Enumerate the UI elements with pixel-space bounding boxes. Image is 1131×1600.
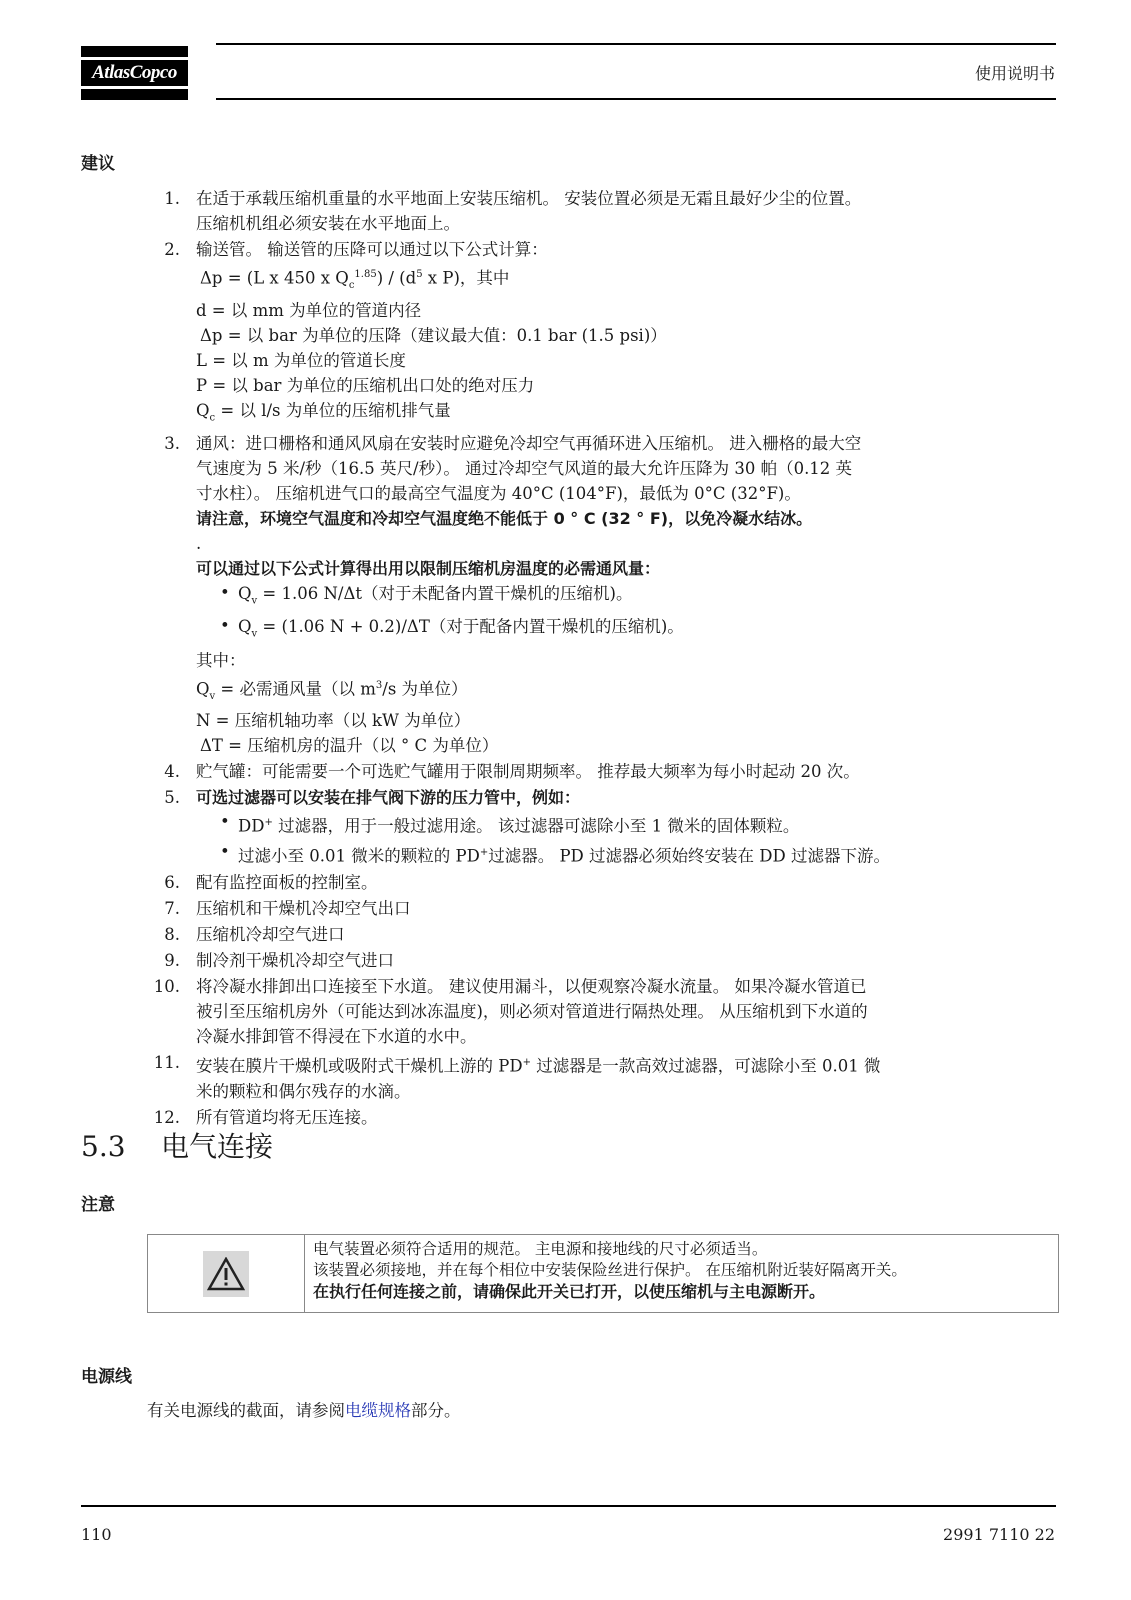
list-item <box>150 1105 1060 1130</box>
item-number: 3. <box>164 434 180 454</box>
section-heading <box>81 1125 273 1165</box>
item-line: 输送管。 输送管的压降可以通过以下公式计算： <box>196 240 548 259</box>
item-line: 压缩机机组必须安装在水平地面上。 <box>196 214 460 233</box>
definition: $Q_c$ = 以 l/s 为单位的压缩机排气量 <box>196 400 451 424</box>
definition: ΔT = 压缩机房的温升（以 ° C 为单位） <box>200 736 499 756</box>
item-line: 气速度为 5 米/秒（16.5 英尺/秒）。 通过冷却空气风道的最大允许压降为 30 帕（0.12 英 <box>196 459 853 479</box>
definition: d = 以 mm 为单位的管道内径 <box>196 300 422 320</box>
item-line: 制冷剂干燥机冷却空气进口 <box>196 951 394 971</box>
header-title: 使用说明书 <box>974 64 1055 83</box>
power-text <box>147 1397 461 1421</box>
list-item <box>150 974 1060 1049</box>
power-heading: 电源线 <box>81 1367 132 1387</box>
item-number: 9. <box>164 951 180 971</box>
list-item <box>150 186 1060 236</box>
caution-heading: 注意 <box>81 1195 115 1215</box>
caution-box <box>147 1234 1059 1313</box>
item-line: 寸水柱）。 压缩机进气口的最高空气温度为 40°C (104°F)，最低为 0°C (32°F)。 <box>196 484 801 504</box>
where-label: 其中： <box>196 650 246 670</box>
filter-intro: 可选过滤器可以安装在排气阀下游的压力管中，例如： <box>196 788 581 808</box>
item-number: 2. <box>164 240 180 259</box>
item-line: 通风：进口栅格和通风风扇在安装时应避免冷却空气再循环进入压缩机。 进入栅格的最大空 <box>196 434 862 454</box>
caution-line: 电气装置必须符合适用的规范。 主电源和接地线的尺寸必须适当。 <box>313 1240 768 1258</box>
footer-rule <box>81 1505 1056 1507</box>
item-number: 5. <box>164 788 180 808</box>
definition: L = 以 m 为单位的管道长度 <box>196 350 406 370</box>
list-item <box>150 785 1060 869</box>
definition: $Q_v$ = 必需通风量（以 $m^3/s$ 为单位） <box>196 679 468 702</box>
cable-spec-link[interactable]: 电缆规格 <box>345 1401 411 1420</box>
list-item <box>150 237 1060 430</box>
list-item <box>150 431 1060 758</box>
caution-icon-cell <box>148 1235 305 1312</box>
atlas-copco-logo <box>81 46 188 100</box>
section-title: 电气连接 <box>161 1130 274 1163</box>
item-line: 所有管道均将无压连接。 <box>196 1107 378 1127</box>
list-item: • 过滤小至 0.01 微米的颗粒的 PD+过滤器。 PD 过滤器必须始终安装在 DD 过滤器下游。 <box>218 840 1060 870</box>
item-line: 在适于承载压缩机重量的水平地面上安装压缩机。 安装位置必须是无霜且最好少尘的位置。 <box>196 189 862 208</box>
section-number: 5.3 <box>81 1130 126 1163</box>
list-item <box>150 922 1060 947</box>
definition: Δp = 以 bar 为单位的压降（建议最大值：0.1 bar (1.5 psi)） <box>200 325 667 345</box>
power-text-b: 部分。 <box>411 1401 461 1420</box>
item-line: 安装在膜片干燥机或吸附式干燥机上游的 PD+ 过滤器是一款高效过滤器，可滤除小至 0.01 微 <box>196 1056 881 1076</box>
item-line: 被引至压缩机房外（可能达到冰冻温度)，则必须对管道进行隔热处理。 从压缩机到下水道的 <box>196 1002 868 1022</box>
document-number: 2991 7110 22 <box>943 1525 1055 1544</box>
list-item <box>150 870 1060 895</box>
header-rule-top <box>216 43 1056 45</box>
item-line: 配有监控面板的控制室。 <box>196 873 378 893</box>
header-rule-bottom <box>216 98 1056 100</box>
item-line: 压缩机和干燥机冷却空气出口 <box>196 899 411 919</box>
item-number: 7. <box>164 899 180 919</box>
warning-triangle-icon <box>203 1251 249 1297</box>
item-line: 压缩机冷却空气进口 <box>196 925 345 945</box>
item-number: 12. <box>153 1107 180 1127</box>
item-number: 10. <box>153 977 180 997</box>
item-line: 冷凝水排卸管不得浸在下水道的水中。 <box>196 1027 477 1047</box>
item-number: 1. <box>164 189 180 208</box>
stray-dot: . <box>196 534 202 554</box>
formula: Δp = (L x 450 x $Q_c^{1.85}) / (d^5$ x P)，其中 <box>200 268 510 291</box>
list-item <box>150 759 1060 784</box>
item-number: 11. <box>153 1053 180 1073</box>
item-number: 4. <box>164 762 180 782</box>
definition: N = 压缩机轴功率（以 kW 为单位） <box>196 711 471 731</box>
caution-text <box>305 1235 915 1312</box>
list-item <box>150 948 1060 973</box>
list-item <box>150 1050 1060 1104</box>
ventilation-calc-heading: 可以通过以下公式计算得出用以限制压缩机房温度的必需通风量： <box>196 559 661 579</box>
power-text-a: 有关电源线的截面，请参阅 <box>147 1401 345 1420</box>
definition: P = 以 bar 为单位的压缩机出口处的绝对压力 <box>196 375 535 395</box>
recommend-heading: 建议 <box>81 154 115 174</box>
item-line: 贮气罐：可能需要一个可选贮气罐用于限制周期频率。 推荐最大频率为每小时起动 20 次。 <box>196 762 860 782</box>
list-item <box>150 896 1060 921</box>
item-number: 6. <box>164 873 180 893</box>
list-item: • $Q_v = 1.06$ N/Δt（对于未配备内置干燥机的压缩机)。 <box>218 581 1060 614</box>
item-line: 将冷凝水排卸出口连接至下水道。 建议使用漏斗，以便观察冷凝水流量。 如果冷凝水管道已 <box>196 977 867 997</box>
formula-list <box>196 581 1060 648</box>
list-item: • DD+ 过滤器，用于一般过滤用途。 该过滤器可滤除小至 1 微米的固体颗粒。 <box>218 810 1060 840</box>
item-number: 8. <box>164 925 180 945</box>
temperature-note: 请注意，环境空气温度和冷却空气温度绝不能低于 0 ° C (32 ° F)，以免冷凝水结冰。 <box>196 509 813 529</box>
page-number: 110 <box>81 1525 112 1544</box>
recommend-list <box>150 186 1060 1131</box>
item-line: 米的颗粒和偶尔残存的水滴。 <box>196 1081 411 1101</box>
filter-list <box>196 810 1060 869</box>
logo-text: AtlasCopco <box>92 62 177 83</box>
caution-bold-line: 在执行任何连接之前，请确保此开关已打开，以使压缩机与主电源断开。 <box>313 1282 826 1301</box>
list-item: • $Q_v = (1.06$ N + 0.2)/ΔT（对于配备内置干燥机的压缩机)。 <box>218 614 1060 647</box>
caution-line: 该装置必须接地，并在每个相位中安装保险丝进行保护。 在压缩机附近装好隔离开关。 <box>313 1261 907 1279</box>
